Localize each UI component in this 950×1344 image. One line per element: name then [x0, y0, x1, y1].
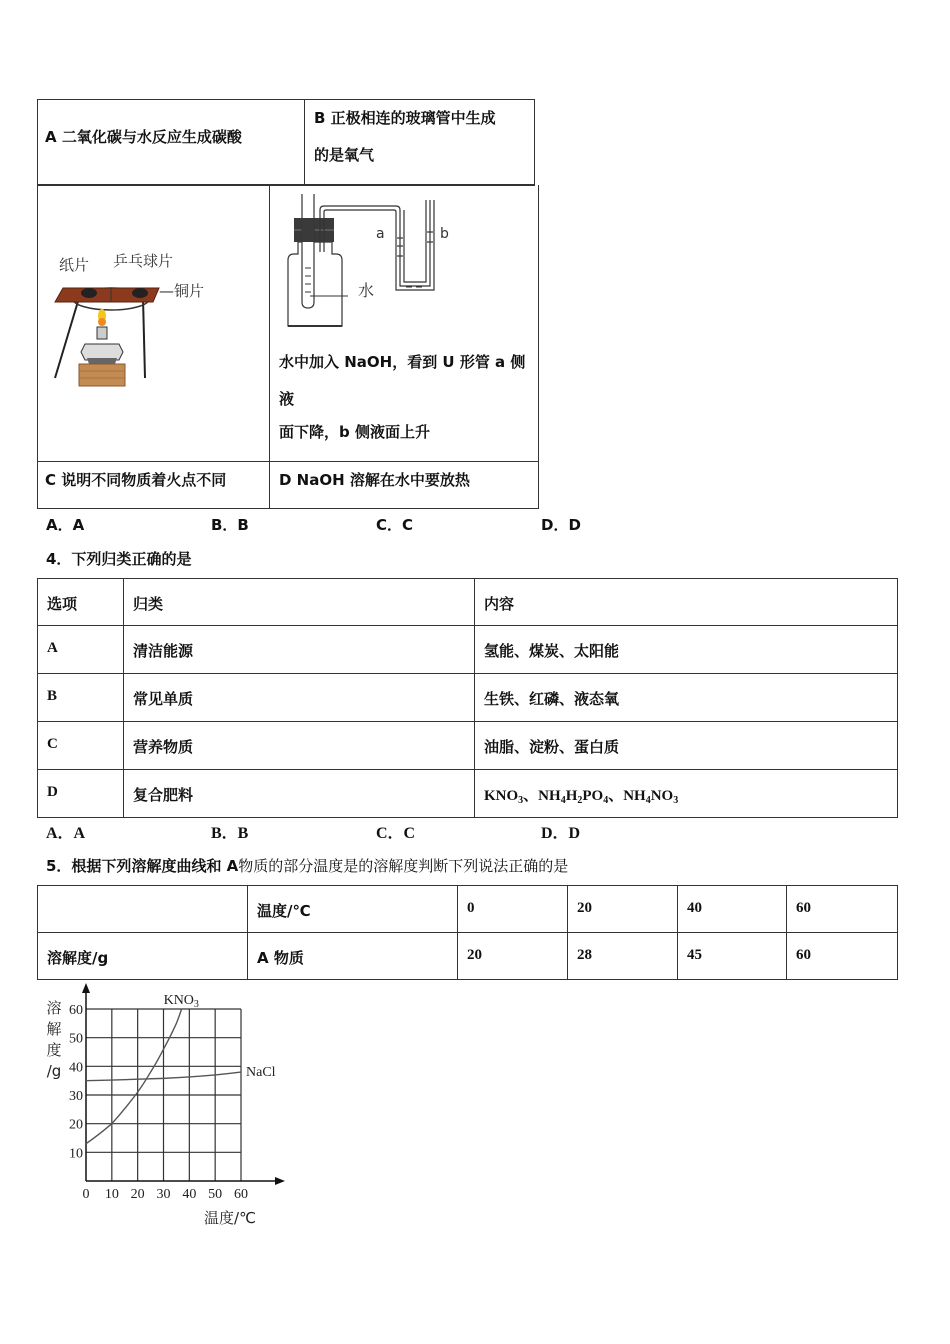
q4-option-a[interactable]: A．A [46, 825, 86, 842]
temperature-value: 40 [687, 900, 702, 916]
row-option: A [47, 640, 58, 656]
svg-text:30: 30 [69, 1089, 83, 1104]
q3-option-b[interactable]: B．B [211, 516, 249, 534]
row-content: 氢能、煤炭、太阳能 [484, 642, 620, 660]
option-a-cell: A 二氧化碳与水反应生成碳酸 [45, 128, 242, 146]
empty-cell [47, 886, 247, 900]
row-category: 复合肥料 [133, 786, 194, 804]
solubility-curve-chart [40, 983, 300, 1233]
q4-option-b[interactable]: B．B [211, 825, 249, 842]
header-category: 归类 [133, 595, 164, 613]
option-d-desc-line1: 水中加入 NaOH，看到 U 形管 a 侧 [279, 353, 526, 371]
label-b: b [440, 226, 449, 242]
question-4-title: 4．下列归类正确的是 [46, 550, 192, 568]
option-b-cell-line2: 的是氧气 [314, 146, 375, 164]
temperature-value: 0 [467, 900, 475, 916]
question-5-title-normal: 物质的部分温度是的溶解度判断下列说法正确的是 [238, 857, 569, 875]
svg-text:/g: /g [46, 1062, 62, 1080]
substance-a-label: A 物质 [257, 949, 304, 967]
label-water: 水 [358, 281, 375, 300]
row-content-formula: $KNO_3$、$NH_4H_2PO_4$、$NH_4NO_3$ [484, 788, 679, 806]
svg-text:解: 解 [46, 1020, 62, 1038]
svg-text:0: 0 [82, 1187, 90, 1202]
row-category: 营养物质 [133, 738, 194, 756]
solubility-label: 溶解度/g [47, 949, 109, 967]
svg-text:10: 10 [69, 1146, 83, 1162]
svg-text:60: 60 [69, 1003, 83, 1018]
svg-text:温度/℃: 温度/℃ [204, 1209, 256, 1227]
svg-text:50: 50 [208, 1187, 223, 1202]
svg-text:60: 60 [234, 1187, 248, 1202]
svg-text:40: 40 [182, 1187, 197, 1202]
row-option: C [47, 736, 58, 752]
table-row [38, 770, 898, 818]
label-copper: —铜片 [159, 282, 205, 300]
svg-text:20: 20 [69, 1117, 83, 1133]
svg-text:度: 度 [46, 1041, 62, 1059]
svg-text:KNO3: $KNO_3$ [163, 993, 199, 1010]
solubility-value: 45 [687, 947, 702, 963]
q3-option-a[interactable]: A．A [46, 516, 85, 534]
q3-option-c[interactable]: C．C [376, 516, 414, 534]
temperature-row [38, 886, 898, 933]
row-category: 常见单质 [133, 690, 194, 708]
solubility-value: 28 [577, 947, 592, 963]
label-pingpong: 乒乓球片 [113, 252, 174, 270]
question-5-title [46, 855, 568, 876]
question-4-table [37, 578, 898, 818]
option-d-cell: D NaOH 溶解在水中要放热 [279, 471, 470, 489]
table-header-row [38, 579, 898, 626]
table-row [38, 722, 898, 770]
row-category: 清洁能源 [133, 642, 194, 660]
question-5-title-bold: 5．根据下列溶解度曲线和 A [46, 857, 239, 875]
row-content: 生铁、红磷、液态氧 [484, 690, 620, 708]
ignition-point-apparatus-figure [45, 240, 215, 390]
row-content: 油脂、淀粉、蛋白质 [484, 738, 620, 756]
option-c-cell: C 说明不同物质着火点不同 [45, 471, 227, 489]
option-d-desc-line2: 液 [279, 390, 295, 408]
solubility-value: 20 [467, 947, 482, 963]
question-5-table [37, 885, 898, 980]
svg-text:NaCl: NaCl [246, 1065, 276, 1081]
svg-text:30: 30 [156, 1187, 171, 1202]
q4-option-c[interactable]: C．C [376, 825, 416, 842]
header-content: 内容 [484, 595, 515, 613]
row-option: B [47, 688, 58, 704]
option-d-desc-line3: 面下降，b 侧液面上升 [279, 423, 430, 441]
option-b-cell-line1: B 正极相连的玻璃管中生成 [314, 109, 496, 127]
temperature-label: 温度/℃ [257, 902, 311, 920]
svg-text:50: 50 [69, 1031, 83, 1047]
naoh-dissolution-apparatus-figure [280, 190, 450, 335]
table-row [38, 674, 898, 722]
label-a: a [376, 226, 385, 242]
svg-text:40: 40 [69, 1060, 83, 1076]
q4-option-d[interactable]: D．D [541, 825, 581, 842]
svg-text:溶: 溶 [46, 999, 62, 1017]
solubility-value: 60 [796, 947, 811, 963]
temperature-value: 20 [577, 900, 592, 916]
solubility-row [38, 933, 898, 980]
row-option: D [47, 784, 58, 800]
svg-text:20: 20 [130, 1187, 145, 1202]
header-option: 选项 [47, 595, 78, 613]
svg-text:10: 10 [104, 1187, 119, 1202]
label-paper: 纸片 [59, 256, 90, 274]
table-row [38, 626, 898, 674]
temperature-value: 60 [796, 900, 811, 916]
q3-option-d[interactable]: D．D [541, 516, 581, 534]
